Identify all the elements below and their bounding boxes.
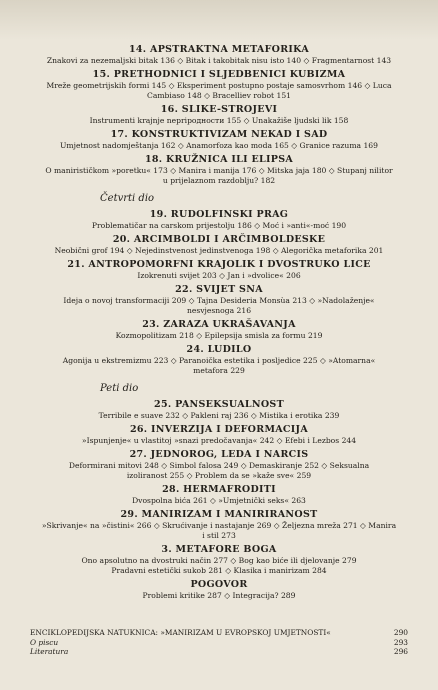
toc-entry [30, 484, 408, 506]
subsection-line: Ono apsolutno na dvostruki način 277 ◇ Bog kao biće ili djelovanje 279 [81, 556, 357, 565]
chapter-title: 3. METAFORE BOGA [161, 544, 277, 555]
chapter-title: 22. SVIJET SNA [175, 284, 263, 295]
footer-label: ENCIKLOPEDIJSKA NATUKNICA: »MANIRIZAM U EVROPSKOJ UMJETNOSTI« [30, 628, 331, 637]
toc-entry [30, 449, 408, 481]
subsection-line: izoliranost 255 ◇ Problem da se »kaže sve« 259 [126, 471, 312, 480]
subsection-line: »Ispunjenje« u vlastitoj »snazi predočavanja« 242 ◇ Efebi i Lezbos 244 [81, 436, 357, 445]
subsection-line: Umjetnost nadomještanja 162 ◇ Anamorfoza kao moda 165 ◇ Granice razuma 169 [60, 141, 378, 150]
footer-label: Literatura [30, 647, 69, 656]
table-of-contents [30, 44, 408, 604]
subsection-line: Izokrenuti svijet 203 ◇ Jan i »dvolice« 206 [137, 271, 301, 280]
chapter-title: 14. APSTRAKTNA METAFORIKA [128, 44, 309, 55]
footer-row [30, 638, 408, 648]
toc-entry [30, 129, 408, 151]
subsection-line: i stil 273 [202, 531, 236, 540]
chapter-title: 15. PRETHODNICI I SLJEDBENICI KUBIZMA [92, 69, 346, 80]
chapter-title: 21. ANTROPOMORFNI KRAJOLIK I DVOSTRUKO LICE [67, 259, 371, 270]
footer-row [30, 628, 408, 638]
toc-entry [30, 44, 408, 66]
chapter-title: 28. HERMAFRODITI [162, 484, 276, 495]
footer-page-number: 296 [393, 647, 408, 656]
part-four-heading: Četvrti dio [100, 193, 155, 204]
part-five-entries [30, 399, 408, 601]
toc-entry [30, 399, 408, 421]
subsection-line: Znakovi za nezemaljski bitak 136 ◇ Bitak i takobitak nisu isto 140 ◇ Fragmentarnost 143 [46, 56, 392, 65]
part-three-entries [30, 44, 408, 186]
chapter-title: 29. MANIRIZAM I MANIRIRANOST [120, 509, 318, 520]
subsection-line: Agonija u ekstremizmu 223 ◇ Paranoička estetika i posljedice 225 ◇ »Atomarna« [62, 356, 376, 365]
toc-entry [30, 154, 408, 186]
toc-entry [30, 544, 408, 576]
subsection-line: Problemi kritike 287 ◇ Integracija? 289 [142, 591, 296, 600]
subsection-line: Cambiaso 148 ◇ Bracelliev robot 151 [147, 91, 291, 100]
subsection-line: u prijelaznom razdoblju? 182 [162, 176, 276, 185]
subsection-line: Mreže geometrijskih formi 145 ◇ Eksperiment postupno postaje samosvrhom 146 ◇ Luca [46, 81, 392, 90]
subsection-line: Neobični grof 194 ◇ Nejedinstvenost jedinstvenoga 198 ◇ Alegorička metaforika 201 [54, 246, 384, 255]
chapter-title: 18. KRUŽNICA ILI ELIPSA [144, 154, 294, 165]
toc-entry [30, 319, 408, 341]
toc-entry [30, 509, 408, 541]
subsection-line: Dvospolna bića 261 ◇ »Umjetnički seks« 263 [132, 496, 306, 505]
subsection-line: Terribile e suave 232 ◇ Pakleni raj 236 ◇ Mistika i erotika 239 [98, 411, 340, 420]
toc-entry [30, 104, 408, 126]
subsection-line: »Skrivanje« na »čistini« 266 ◇ Skrućivanje i nastajanje 269 ◇ Željezna mreža 271 ◇ Manira [41, 521, 397, 530]
subsection-line: metafora 229 [193, 366, 245, 375]
subsection-line: Instrumenti krajnje nepriродности 155 ◇ Unakažiše ljudski lik 158 [89, 116, 349, 125]
part-five-heading: Peti dio [100, 383, 139, 394]
footer-label: O piscu [30, 637, 59, 647]
subsection-line: Ideja o novoj transformaciji 209 ◇ Tajna Desideria Monsùa 213 ◇ »Nadolaženje« [63, 296, 375, 305]
chapter-title: 16. SLIKE-STROJEVI [160, 104, 278, 115]
toc-entry [30, 209, 408, 231]
chapter-title: POGOVOR [190, 579, 248, 590]
footer-row [30, 647, 408, 657]
chapter-title: 27. JEDNOROG, LEDA I NARCIS [129, 449, 309, 460]
toc-entry [30, 69, 408, 101]
chapter-title: 19. RUDOLFINSKI PRAG [149, 209, 289, 220]
toc-entry [30, 259, 408, 281]
subsection-line: Pradavni estetički sukob 281 ◇ Klasika i manirizam 284 [111, 566, 327, 575]
subsection-line: O manirističkom »poretku« 173 ◇ Manira i manija 176 ◇ Mitska jaja 180 ◇ Stupanj nilitor [45, 166, 393, 175]
chapter-title: 26. INVERZIJA I DEFORMACIJA [129, 424, 309, 435]
chapter-title: 23. ZARAZA UKRAŠAVANJA [142, 319, 296, 330]
footer-page-number: 293 [393, 637, 408, 647]
subsection-line: nesvjesnoga 216 [186, 306, 252, 315]
toc-entry [30, 579, 408, 601]
footer-entries [30, 628, 408, 657]
chapter-title: 17. KONSTRUKTIVIZAM NEKAD I SAD [110, 129, 328, 140]
chapter-title: 24. LUDILO [186, 344, 252, 355]
subsection-line: Kozmopolitizam 218 ◇ Epilepsija smisla za formu 219 [115, 331, 323, 340]
subsection-line: Problematičar na carskom prijestolju 186 ◇ Moć i »anti«-moć 190 [91, 221, 347, 230]
toc-entry [30, 284, 408, 316]
toc-entry [30, 234, 408, 256]
part-four-entries [30, 209, 408, 376]
footer-page-number: 290 [393, 628, 408, 637]
subsection-line: Deformirani mitovi 248 ◇ Simbol falosa 249 ◇ Demaskiranje 252 ◇ Seksualna [68, 461, 370, 470]
toc-entry [30, 424, 408, 446]
chapter-title: 25. PANSEKSUALNOST [154, 399, 284, 410]
toc-entry [30, 344, 408, 376]
chapter-title: 20. ARCIMBOLDI I ARČIMBOLDESKE [112, 234, 326, 245]
